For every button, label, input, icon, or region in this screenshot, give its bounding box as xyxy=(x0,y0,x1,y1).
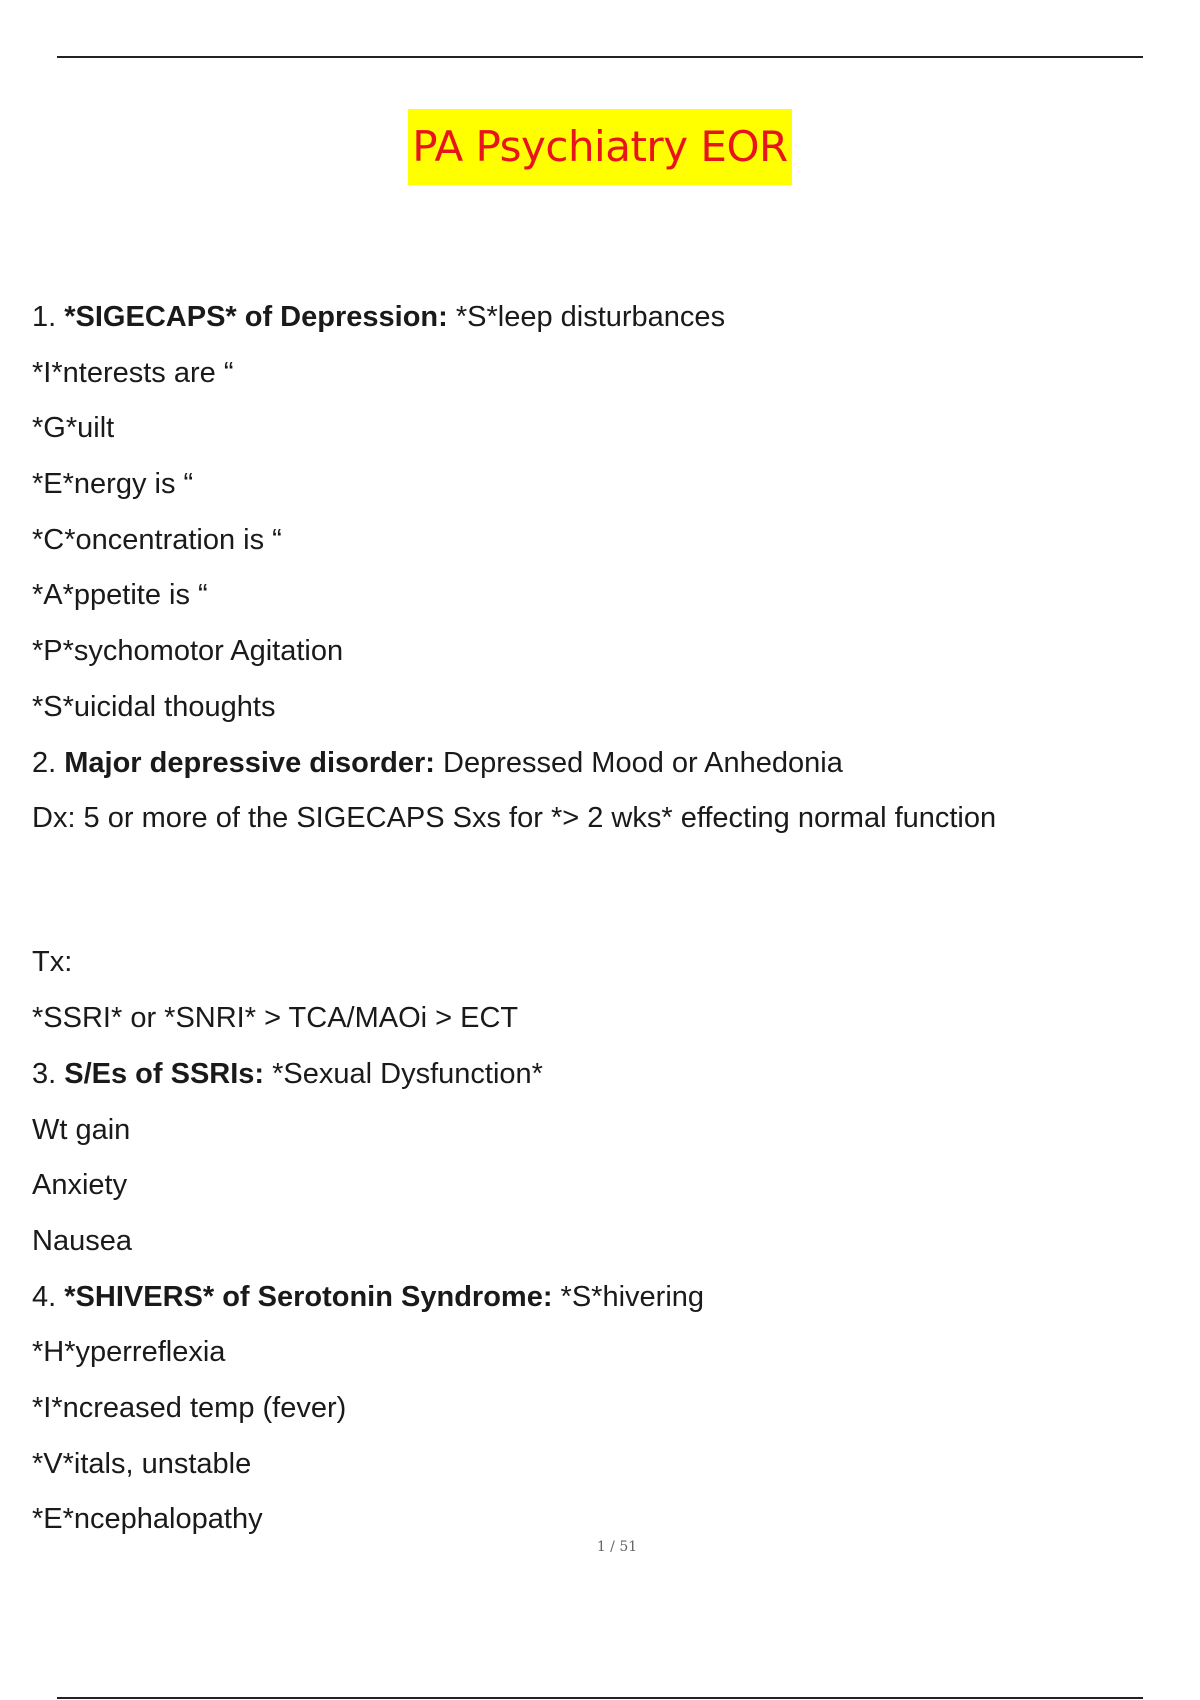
list-item: *I*nterests are “ xyxy=(32,356,234,389)
top-rule xyxy=(57,56,1143,58)
list-item: *P*sychomotor Agitation xyxy=(32,635,344,668)
title-block xyxy=(0,109,1200,185)
document-title: PA Psychiatry EOR xyxy=(408,109,791,185)
page-number: 1 / 51 xyxy=(596,1539,638,1555)
bottom-rule xyxy=(57,1697,1143,1699)
list-item: Wt gain xyxy=(32,1113,131,1146)
list-item: *G*uilt xyxy=(32,412,115,445)
list-item: 4. *SHIVERS* of Serotonin Syndrome: *S*hivering xyxy=(32,1280,705,1313)
term-heading: *SHIVERS* of Serotonin Syndrome: xyxy=(64,1280,553,1313)
list-item: 2. Major depressive disorder: Depressed Mood or Anhedonia xyxy=(32,746,843,779)
list-item: *A*ppetite is “ xyxy=(32,579,208,612)
list-item: *SSRI* or *SNRI* > TCA/MAOi > ECT xyxy=(32,1002,519,1035)
term-heading: S/Es of SSRIs: xyxy=(64,1057,265,1090)
notes-list xyxy=(32,290,1172,1548)
list-item: 1. *SIGECAPS* of Depression: *S*leep disturbances xyxy=(32,301,726,333)
list-item: *V*itals, unstable xyxy=(32,1447,252,1480)
list-item: *C*oncentration is “ xyxy=(32,523,282,556)
list-item: Tx: xyxy=(32,946,73,979)
list-item: Dx: 5 or more of the SIGECAPS Sxs for *> 2 wks* effecting normal function xyxy=(32,802,997,835)
list-item: *E*ncephalopathy xyxy=(32,1503,263,1536)
blank-gap xyxy=(32,847,1172,936)
list-item: Anxiety xyxy=(32,1169,128,1202)
term-heading: *SIGECAPS* of Depression: xyxy=(64,301,448,333)
list-item: Nausea xyxy=(32,1224,132,1257)
list-item: *H*yperreflexia xyxy=(32,1336,226,1369)
list-item: *I*ncreased temp (fever) xyxy=(32,1391,347,1424)
term-heading: Major depressive disorder: xyxy=(64,746,435,779)
list-item: *S*uicidal thoughts xyxy=(32,690,276,723)
list-item: *E*nergy is “ xyxy=(32,468,194,501)
list-item: 3. S/Es of SSRIs: *Sexual Dysfunction* xyxy=(32,1057,543,1090)
